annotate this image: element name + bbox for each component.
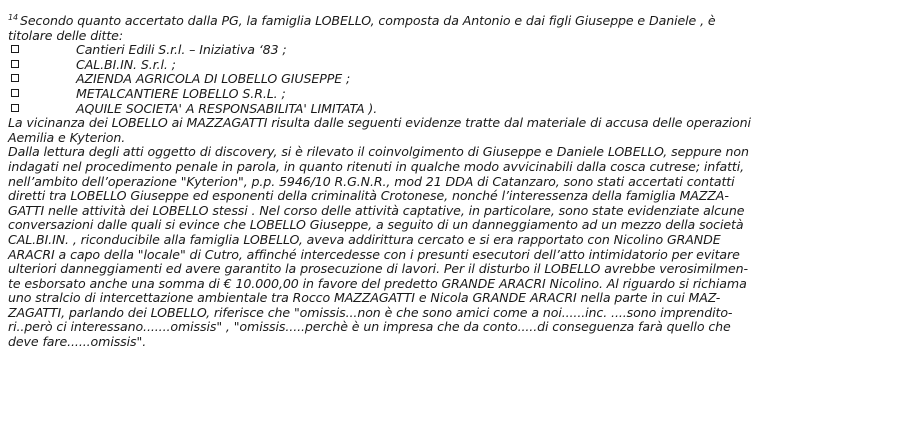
footnote-number: 14 <box>8 13 18 22</box>
footnote-intro-text: Secondo quanto accertato dalla PG, la famiglia LOBELLO, composta da Antonio e dai figli Giuseppe e Daniele , è <box>19 13 716 28</box>
paragraph-line: uno stralcio di intercettazione ambientale tra Rocco MAZZAGATTI e Nicola GRANDE ARACRI nella parte in cui MAZ- <box>8 290 721 306</box>
company-list-item <box>8 58 888 73</box>
company-name: CAL.BI.IN. S.r.l. ; <box>76 56 176 72</box>
company-name: AQUILE SOCIETA' A RESPONSABILITA' LIMITATA ). <box>76 100 378 116</box>
paragraph-line: Aemilia e Kyterion. <box>8 129 126 145</box>
paragraph-line: GATTI nelle attività dei LOBELLO stessi . Nel corso delle attività captative, in particolare, sono state evidenziate alcune <box>8 202 745 218</box>
paragraph-line: Dalla lettura degli atti oggetto di discovery, si è rilevato il coinvolgimento di Giuseppe e Daniele LOBELLO, seppure non <box>8 144 749 160</box>
company-list-item <box>8 72 888 87</box>
paragraph-line: conversazioni dalle quali si evince che LOBELLO Giuseppe, a seguito di un danneggiamento ad un mezzo della società <box>8 217 744 233</box>
paragraph-line: te esborsato anche una somma di € 10.000,00 in favore del predetto GRANDE ARACRI Nicolino. Al riguardo si richiama <box>8 275 747 291</box>
paragraph-line: ARACRI a capo della "locale" di Cutro, affinché intercedesse con i presunti esecutori dell’atto intimidatorio per evitare <box>8 246 740 262</box>
company-name: Cantieri Edili S.r.l. – Iniziativa ‘83 ; <box>76 42 287 58</box>
paragraph-line: ulteriori danneggiamenti ed avere garantito la prosecuzione di lavori. Per il disturbo il LOBELLO avrebbe verosimilmen- <box>8 261 748 277</box>
footnote-intro-line-2: titolare delle ditte: <box>8 27 123 43</box>
paragraph-line: La vicinanza dei LOBELLO ai MAZZAGATTI risulta dalle seguenti evidenze tratte dal materiale di accusa delle operazioni <box>8 115 751 131</box>
paragraph-line: deve fare......omissis". <box>8 334 147 350</box>
company-name: AZIENDA AGRICOLA DI LOBELLO GIUSEPPE ; <box>76 71 351 87</box>
checkbox-bullet-icon <box>11 104 19 112</box>
paragraph-line: diretti tra LOBELLO Giuseppe ed esponenti della criminalità Crotonese, nonché l’interessenza della famiglia MAZZA- <box>8 188 729 204</box>
checkbox-bullet-icon <box>11 89 19 97</box>
paragraph-line: CAL.BI.IN. , riconducibile alla famiglia LOBELLO, aveva addirittura cercato e si era rapportato con Nicolino GRANDE <box>8 231 721 247</box>
checkbox-bullet-icon <box>11 60 19 68</box>
company-list-item <box>8 102 888 117</box>
checkbox-bullet-icon <box>11 45 19 53</box>
company-name: METALCANTIERE LOBELLO S.R.L. ; <box>76 85 286 101</box>
company-list-item <box>8 87 888 102</box>
footnote-text <box>8 14 888 350</box>
footnote-intro-line <box>8 14 888 29</box>
checkbox-bullet-icon <box>11 74 19 82</box>
paragraph-line: indagati nel procedimento penale in parola, in quanto ritenuti in qualche modo avvicinabili dalla cosca cutrese; infatti, <box>8 158 745 174</box>
paragraph-line: nell’ambito dell’operazione "Kyterion", p.p. 5946/10 R.G.N.R., mod 21 DDA di Catanzaro, sono stati accertati contatti <box>8 173 735 189</box>
paragraph-line: ZAGATTI, parlando dei LOBELLO, riferisce che "omissis...non è che sono amici come a noi......inc. ....sono imprendito- <box>8 304 733 320</box>
company-list-item <box>8 43 888 58</box>
paragraph-line: ri..però ci interessano.......omissis" , "omissis.....perchè è un impresa che da conto.....di conseguenza farà quello che <box>8 319 731 335</box>
